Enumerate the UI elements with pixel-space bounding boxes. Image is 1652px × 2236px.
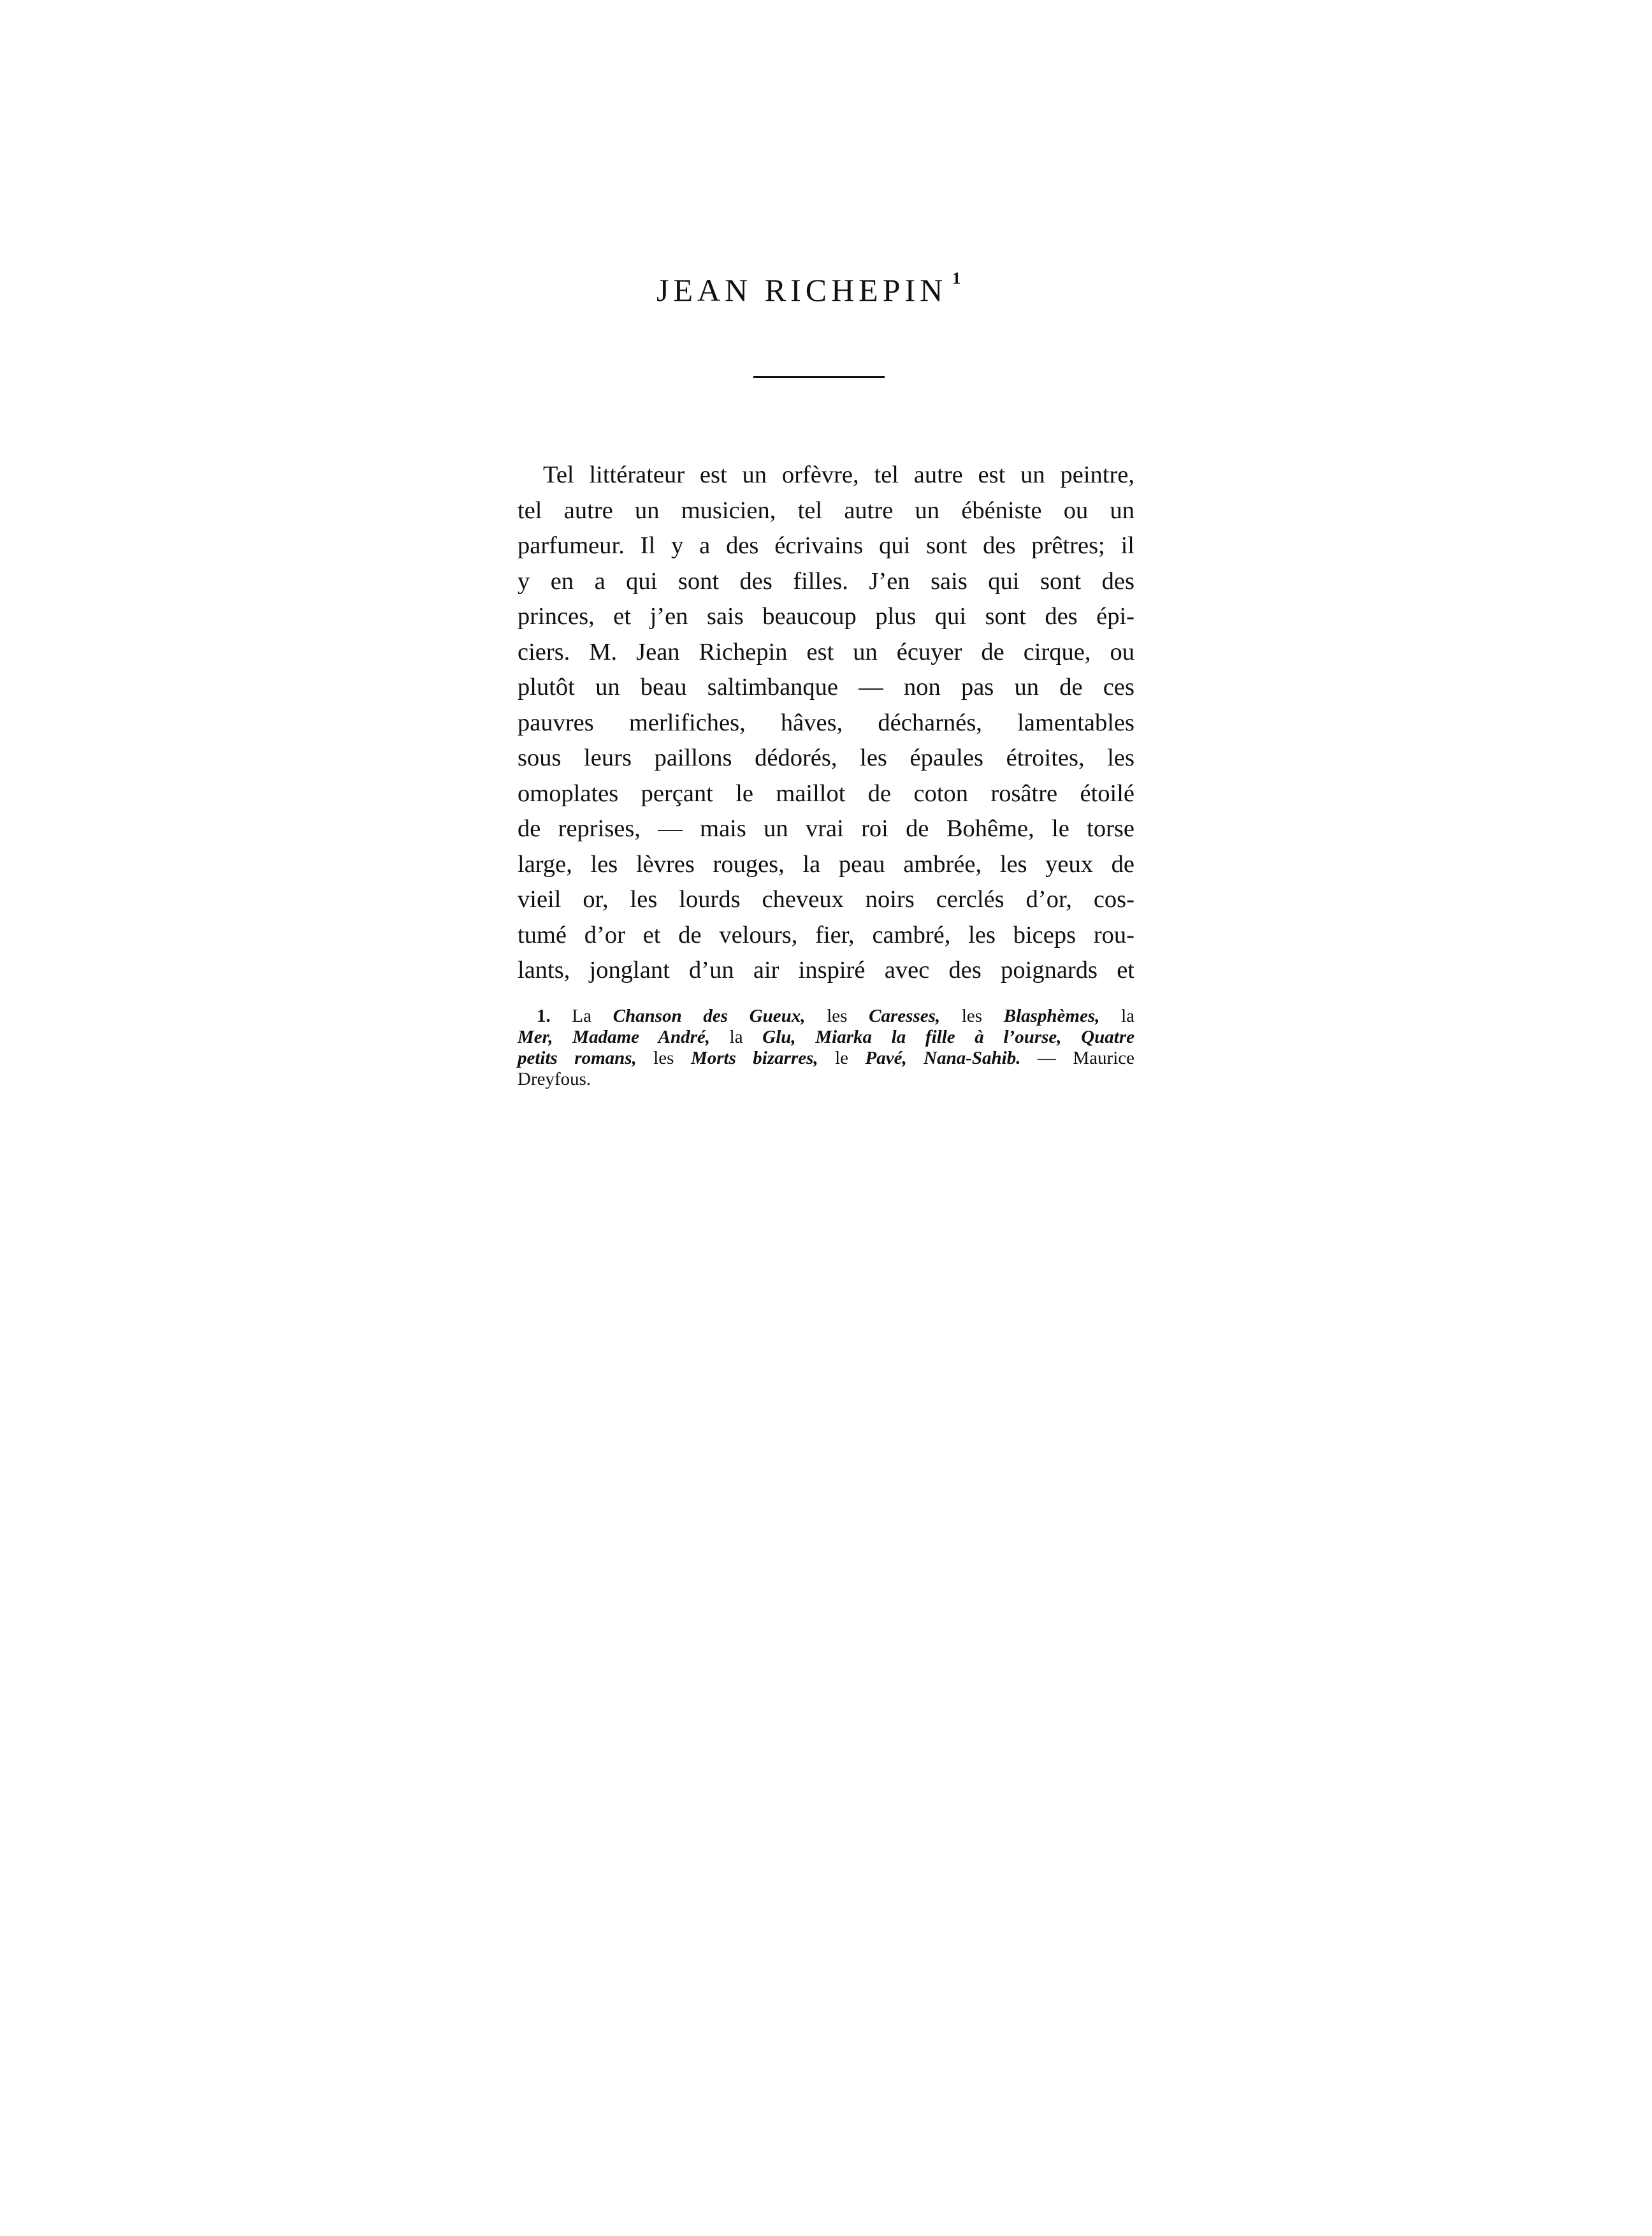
paragraph-line: de reprises, — mais un vrai roi de Bohême, le torse (518, 815, 1134, 842)
footnote-title-text: Caresses, (869, 1006, 941, 1026)
body-paragraph (518, 458, 1134, 989)
footnote-text: les (940, 1006, 1004, 1026)
footnote-text: La (550, 1006, 613, 1026)
paragraph-line: omoplates perçant le maillot de coton rosâtre étoilé (518, 780, 1134, 807)
footnote-text: le (818, 1048, 866, 1068)
footnote-line (518, 1006, 1134, 1027)
paragraph-line: Tel littérateur est un orfèvre, tel autre est un peintre, (543, 461, 1134, 488)
footnote-text: — Maurice (1020, 1048, 1135, 1068)
chapter-title (656, 269, 961, 308)
footnote-text: les (805, 1006, 869, 1026)
paragraph-line: large, les lèvres rouges, la peau ambrée, les yeux de (518, 850, 1134, 878)
paragraph-line: parfumeur. Il y a des écrivains qui sont des prêtres; il (518, 532, 1134, 559)
footnote-number: 1. (537, 1006, 551, 1026)
paragraph-line: tumé d’or et de velours, fier, cambré, les biceps rou- (518, 921, 1134, 948)
paragraph-line: sous leurs paillons dédorés, les épaules étroites, les (518, 744, 1134, 771)
title-separator-rule (753, 376, 885, 378)
footnote-title-text: Blasphèmes, (1003, 1006, 1100, 1026)
footnote-line (518, 1048, 1134, 1069)
paragraph-line: pauvres merlifiches, hâves, décharnés, lamentables (518, 709, 1134, 736)
footnote-title-text: Mer, Madame André, (518, 1027, 710, 1047)
footnote-title-text: petits romans, (518, 1048, 637, 1068)
footnote-title-text: Glu, Miarka la fille à l’ourse, Quatre (762, 1027, 1134, 1047)
footnote-text: la (709, 1027, 763, 1047)
paragraph-line: lants, jonglant d’un air inspiré avec des poignards et (518, 957, 1134, 984)
paragraph-line: princes, et j’en sais beaucoup plus qui sont des épi- (518, 603, 1134, 630)
footnote-text: les (636, 1048, 691, 1068)
paragraph-line: y en a qui sont des filles. J’en sais qui sont des (518, 567, 1134, 595)
footnote-title-text: Morts bizarres, (690, 1048, 818, 1068)
footnote-line: Dreyfous. (518, 1069, 591, 1089)
chapter-title-text: JEAN RICHEPIN (656, 272, 948, 308)
paragraph-line: plutôt un beau saltimbanque — non pas un de ces (518, 674, 1134, 701)
footnote-reference-mark: 1 (952, 269, 961, 287)
footnote-title-text: Chanson des Gueux, (612, 1006, 806, 1026)
footnote (518, 1006, 1134, 1090)
footnote-title-text: Pavé, Nana-Sahib. (865, 1048, 1021, 1068)
footnote-line (518, 1027, 1134, 1048)
paragraph-line: ciers. M. Jean Richepin est un écuyer de cirque, ou (518, 638, 1134, 665)
paragraph-line: vieil or, les lourds cheveux noirs cerclés d’or, cos- (518, 886, 1134, 913)
paragraph-line: tel autre un musicien, tel autre un ébéniste ou un (518, 497, 1134, 524)
footnote-text: la (1099, 1006, 1135, 1026)
